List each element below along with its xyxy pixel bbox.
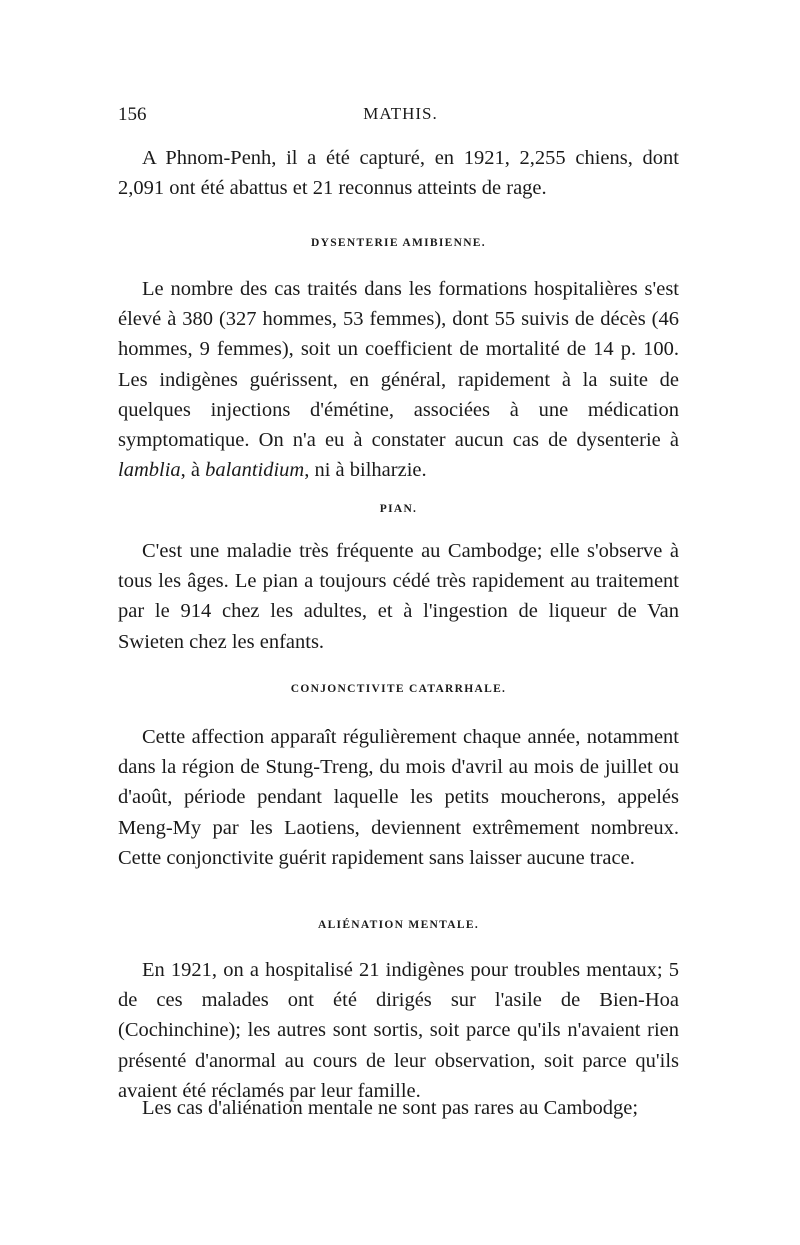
paragraph-dysenterie-end: , ni à bilharzie. xyxy=(304,459,427,482)
section-heading-conjonctivite: CONJONCTIVITE CATARRHALE. xyxy=(290,683,507,695)
paragraph-dysenterie-text: Le nombre des cas traités dans les formations hospitalières s'est élevé à 380 (327 hommes, 53 femmes), dont 55 suivis de décès (46 hommes, 9 femmes), soit un coefficient de mortalité de 14 p. 100. Les indigènes guérissent, en général, rapidement à la suite de quelques injections d'émétine, associées à une médication symptomatique. On n'a eu à constater aucun cas de dysenterie à xyxy=(118,278,679,452)
paragraph-dysenterie xyxy=(118,274,679,485)
term-balantidium: balantidium xyxy=(205,459,305,482)
section-heading-alienation: ALIÉNATION MENTALE. xyxy=(317,919,479,931)
paragraph-alienation: En 1921, on a hospitalisé 21 indigènes pour troubles mentaux; 5 de ces malades ont été dirigés sur l'asile de Bien-Hoa (Cochinchine); les autres sont sortis, soit parce qu'ils n'avaient rien présenté d'anormal au cours de leur observation, soit parce qu'ils avaient été réclamés par leur famille. xyxy=(118,959,679,1102)
running-title: MATHIS. xyxy=(363,104,438,123)
page-number: 156 xyxy=(118,104,147,125)
section-heading-dysenterie: DYSENTERIE AMIBIENNE. xyxy=(311,237,486,249)
paragraph-pian: C'est une maladie très fréquente au Cambodge; elle s'observe à tous les âges. Le pian a toujours cédé très rapidement au traitement par le 914 chez les adultes, et à l'ingestion de liqueur de Van Swieten chez les enfants. xyxy=(118,540,679,653)
section-heading-pian: PIAN. xyxy=(379,503,418,515)
paragraph-dysenterie-sep: , à xyxy=(180,459,206,482)
paragraph-alienation-continued: Les cas d'aliénation mentale ne sont pas rares au Cambodge; xyxy=(142,1097,639,1119)
running-head xyxy=(118,104,683,134)
paragraph-rabies-dogs: A Phnom-Penh, il a été capturé, en 1921, 2,255 chiens, dont 2,091 ont été abattus et 21 reconnus atteints de rage. xyxy=(118,147,679,200)
term-lamblia: lamblia xyxy=(118,459,181,482)
paragraph-conjonctivite: Cette affection apparaît régulièrement chaque année, notamment dans la région de Stung-Treng, du mois d'avril au mois de juillet ou d'août, période pendant laquelle les petits moucherons, appelés Meng-My par les Laotiens, deviennent extrêmement nombreux. Cette conjonctivite guérit rapidement sans laisser aucune trace. xyxy=(118,726,679,869)
